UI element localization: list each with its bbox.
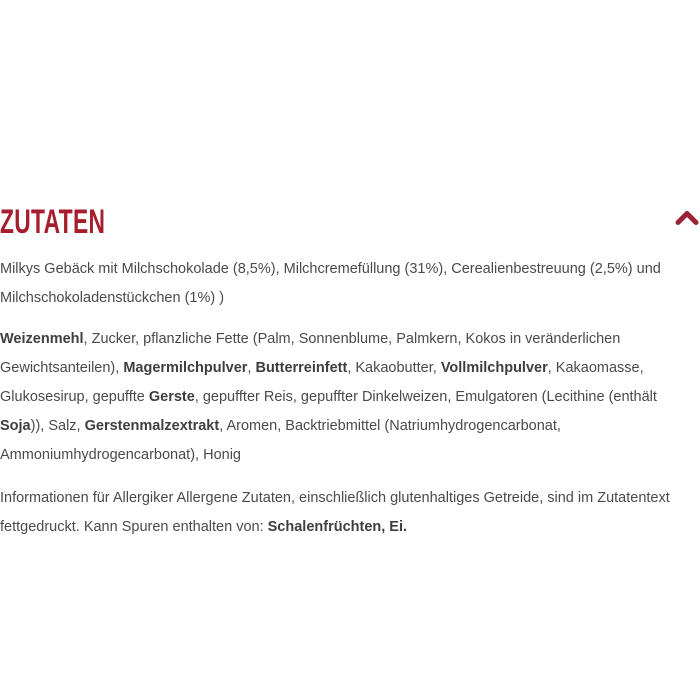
ingredient-paragraph (0, 255, 694, 313)
allergen-text: Gerste (148, 389, 195, 405)
ingredient-paragraph (0, 484, 694, 542)
allergen-text: Soja (0, 418, 31, 434)
ingredient-text: , Kakaobutter, (347, 360, 441, 376)
allergen-text: Weizenmehl (0, 331, 84, 347)
ingredients-text (0, 255, 700, 542)
ingredient-text: , Kakaomasse, Glukosesirup, gepuffte (0, 360, 644, 405)
ingredient-text: , Aromen, Backtriebmittel (Natriumhydrogencarbonat, Ammoniumhydrogencarbonat), Honig (0, 418, 561, 463)
allergen-text: Magermilchpulver (123, 360, 248, 376)
chevron-up-icon[interactable] (675, 208, 699, 228)
ingredient-text: )), Salz, (30, 418, 85, 434)
ingredient-paragraph (0, 325, 694, 470)
ingredient-text: Informationen für Allergiker Allergene Zutaten, einschließlich glutenhaltiges Getreide, sind im Zutatentext fettgedruckt. Kann Spuren enthalten von: (0, 490, 670, 535)
allergen-text: Schalenfrüchten, Ei. (267, 519, 408, 535)
ingredient-text: Milkys Gebäck mit Milchschokolade (8,5%), Milchcremefüllung (31%), Cerealienbestreuung (2,5%) und Milchschokoladenstückchen (1%) ) (0, 261, 661, 306)
ingredients-section (0, 205, 700, 542)
allergen-text: Butterreinfett (255, 360, 348, 376)
ingredient-text: , Zucker, pflanzliche Fette (Palm, Sonnenblume, Palmkern, Kokos in veränderlichen Gewichtsanteilen), (0, 331, 621, 376)
allergen-text: Vollmilchpulver (440, 360, 548, 376)
ingredient-text: , gepuffter Reis, gepuffter Dinkelweizen, Emulgatoren (Lecithine (enthält (194, 389, 657, 405)
ingredients-accordion-header[interactable] (0, 205, 700, 239)
ingredients-section-title: ZUTATEN (0, 203, 106, 241)
allergen-text: Gerstenmalzextrakt (84, 418, 220, 434)
ingredient-text: , (247, 360, 256, 376)
